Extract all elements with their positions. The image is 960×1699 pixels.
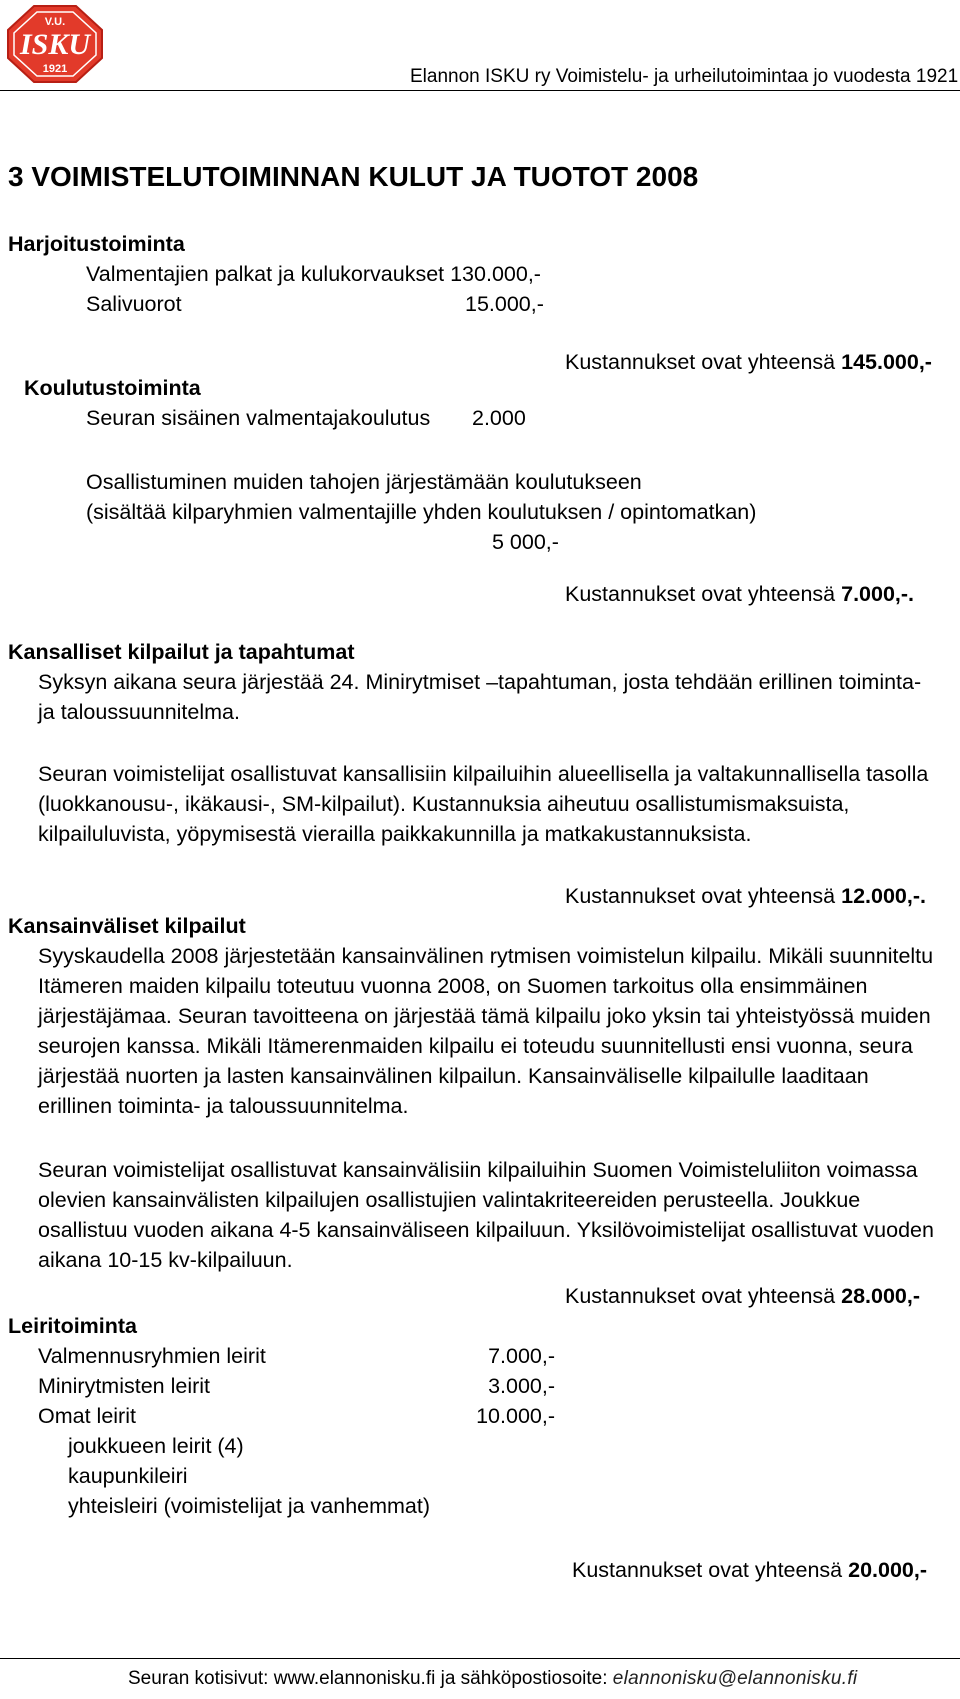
total-value: 20.000,-	[848, 1558, 928, 1582]
kansalliset-p2-line-3: kilpailuluvista, yöpymisestä vierailla paikkakunnilla ja matkakustannuksista.	[38, 822, 752, 846]
page-title: 3 VOIMISTELUTOIMINNAN KULUT JA TUOTOT 2008	[8, 161, 699, 192]
kansainvaliset-p2-line: Seuran voimistelijat osallistuvat kansainvälisiin kilpailuihin Suomen Voimisteluliiton voimassa	[38, 1158, 918, 1182]
kansainvaliset-total	[565, 1284, 920, 1310]
kansalliset-total	[565, 884, 926, 910]
logo-initials: V.U.	[44, 16, 66, 28]
section-heading-kansalliset: Kansalliset kilpailut ja tapahtumat	[8, 640, 355, 664]
kansainvaliset-p1-line: järjestäjämaa. Seuran tavoitteena on järjestää tämä kilpailu joko yksin tai yhteistyössä muiden	[38, 1004, 931, 1028]
leiri-sub-item: kaupunkileiri	[68, 1464, 188, 1488]
kansainvaliset-p2-line: osallistuu vuoden aikana 4-5 kansainväliseen kilpailuun. Yksilövoimistelijat osallistuvat vuoden	[38, 1218, 934, 1242]
kansainvaliset-p1-line: erillinen toiminta- ja taloussuunnitelma.	[38, 1094, 409, 1118]
koulutus-line-4: 5 000,-	[492, 530, 559, 554]
kansalliset-p2-line-1: Seuran voimistelijat osallistuvat kansallisiin kilpailuihin alueellisella ja valtakunnallisella tasolla	[38, 762, 929, 786]
footer-rule	[0, 1658, 960, 1659]
total-label: Kustannukset ovat yhteensä	[565, 884, 842, 908]
section-heading-leiritoiminta: Leiritoiminta	[8, 1314, 138, 1338]
logo-wordmark: ISKU	[19, 28, 91, 61]
total-value: 12.000,-.	[841, 884, 926, 908]
harjoitus-line-2-label: Salivuorot	[86, 292, 182, 316]
harjoitus-line-1: Valmentajien palkat ja kulukorvaukset 130.000,-	[86, 262, 541, 286]
section-heading-koulutustoiminta: Koulutustoiminta	[24, 376, 201, 400]
leiri-sub-item: joukkueen leirit (4)	[68, 1434, 244, 1458]
total-label: Kustannukset ovat yhteensä	[565, 582, 842, 606]
email-link[interactable]: elannonisku@elannonisku.fi	[612, 1668, 858, 1689]
leiri-row-label: Omat leirit	[38, 1404, 136, 1428]
leiri-row-value: 3.000,-	[488, 1374, 555, 1398]
harjoitus-total	[565, 350, 932, 376]
section-heading-kansainvaliset: Kansainväliset kilpailut	[8, 914, 246, 938]
total-value: 28.000,-	[841, 1284, 921, 1308]
koulutus-line-3: (sisältää kilparyhmien valmentajille yhden koulutuksen / opintomatkan)	[86, 500, 757, 524]
leiri-row-value: 10.000,-	[476, 1404, 555, 1428]
header-tagline: Elannon ISKU ry Voimistelu- ja urheilutoimintaa jo vuodesta 1921	[410, 66, 959, 87]
koulutus-total	[565, 582, 914, 608]
kansainvaliset-p2-line: aikana 10-15 kv-kilpailuun.	[38, 1248, 293, 1272]
koulutus-line-1-label: Seuran sisäinen valmentajakoulutus	[86, 406, 431, 430]
kansalliset-p2-line-2: (luokkanousu-, ikäkausi-, SM-kilpailut). Kustannuksia aiheutuu osallistumismaksuista,	[38, 792, 850, 816]
leiri-row-value: 7.000,-	[488, 1344, 555, 1368]
kansalliset-p1-line-1: Syksyn aikana seura järjestää 24. Minirytmiset –tapahtuman, josta tehdään erillinen toiminta-	[38, 670, 922, 694]
leiri-row-label: Valmennusryhmien leirit	[38, 1344, 266, 1368]
footer-text	[128, 1668, 857, 1691]
koulutus-line-1-value: 2.000	[472, 406, 526, 430]
leiri-row-label: Minirytmisten leirit	[38, 1374, 211, 1398]
logo-year: 1921	[42, 63, 68, 75]
kansainvaliset-p1-line: järjestää nuorten ja lasten kansainvälinen kilpailun. Kansainväliselle kilpailulle laaditaan	[38, 1064, 869, 1088]
kansalliset-p1-line-2: ja taloussuunnitelma.	[38, 700, 240, 724]
kansainvaliset-p1-line: Itämeren maiden kilpailu toteutuu vuonna 2008, on Suomen tarkoitus olla ensimmäinen	[38, 974, 868, 998]
harjoitus-line-2-value: 15.000,-	[465, 292, 544, 316]
leiri-sub-item: yhteisleiri (voimistelijat ja vanhemmat)	[68, 1494, 431, 1518]
koulutus-line-2: Osallistuminen muiden tahojen järjestämään koulutukseen	[86, 470, 642, 494]
leiri-total	[572, 1558, 927, 1584]
total-label: Kustannukset ovat yhteensä	[572, 1558, 849, 1582]
kansainvaliset-p1-line: seurojen kanssa. Mikäli Itämerenmaiden kilpailu ei toteudu suunnitellusti ensi vuonna, seura	[38, 1034, 913, 1058]
total-label: Kustannukset ovat yhteensä	[565, 350, 842, 374]
header-rule	[0, 90, 960, 91]
section-heading-harjoitustoiminta: Harjoitustoiminta	[8, 232, 185, 256]
total-value: 7.000,-.	[841, 582, 915, 606]
footer-label: Seuran kotisivut: www.elannonisku.fi ja sähköpostiosoite:	[128, 1668, 608, 1689]
total-label: Kustannukset ovat yhteensä	[565, 1284, 842, 1308]
kansainvaliset-p2-line: olevien kansainvälisten kilpailujen osallistujien valintakriteereiden perusteella. Joukkue	[38, 1188, 861, 1212]
total-value: 145.000,-	[841, 350, 932, 374]
kansainvaliset-p1-line: Syyskaudella 2008 järjestetään kansainvälinen rytmisen voimistelun kilpailu. Mikäli suunniteltu	[38, 944, 934, 968]
club-logo	[6, 4, 104, 84]
